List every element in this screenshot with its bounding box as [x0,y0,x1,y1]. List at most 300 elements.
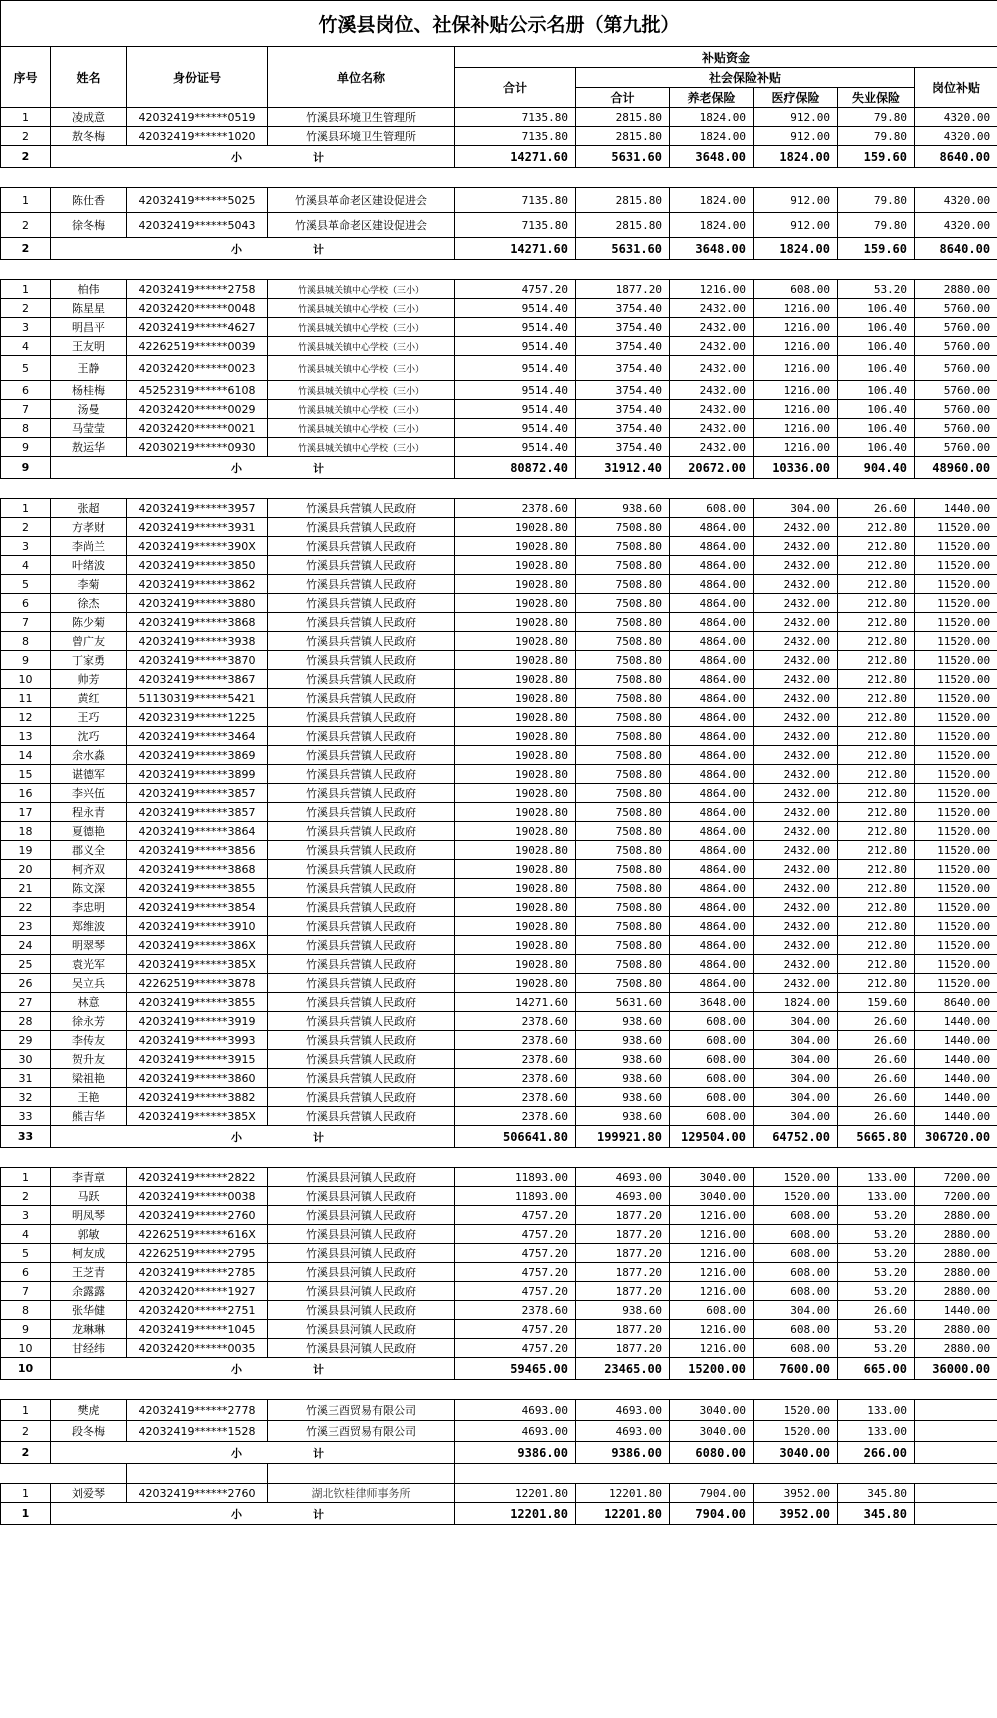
row-name: 敖运华 [51,438,127,457]
subtotal-post-subsidy: 8640.00 [915,146,997,168]
row-post-subsidy: 4320.00 [915,213,997,238]
row-medical: 1216.00 [754,356,838,381]
row-name: 王友明 [51,337,127,356]
row-post-subsidy: 5760.00 [915,438,997,457]
row-name: 吴立兵 [51,974,127,993]
subtotal-row [1,1358,997,1380]
row-unemployment: 133.00 [838,1421,915,1442]
group-spacer-row [1,1464,997,1484]
row-unit-name: 竹溪县兵营镇人民政府 [268,746,455,765]
row-post-subsidy: 11520.00 [915,708,997,727]
row-total: 2378.60 [455,1012,576,1031]
row-social-total: 4693.00 [576,1168,670,1187]
row-unit-name: 竹溪县兵营镇人民政府 [268,1107,455,1126]
subtotal-pension: 6080.00 [670,1442,754,1464]
subtotal-pension: 20672.00 [670,457,754,479]
row-social-total: 7508.80 [576,613,670,632]
row-social-total: 1877.20 [576,1263,670,1282]
row-post-subsidy: 8640.00 [915,993,997,1012]
row-pension: 1216.00 [670,1339,754,1358]
group-spacer-row [1,168,997,188]
row-total: 7135.80 [455,127,576,146]
row-total: 19028.80 [455,632,576,651]
row-seq: 2 [1,299,51,318]
row-total: 7135.80 [455,188,576,213]
row-total: 2378.60 [455,1088,576,1107]
row-pension: 2432.00 [670,337,754,356]
row-name: 袁光军 [51,955,127,974]
row-post-subsidy: 2880.00 [915,1320,997,1339]
row-id-number: 42032419******2822 [127,1168,268,1187]
row-unemployment: 212.80 [838,689,915,708]
subtotal-row [1,1503,997,1525]
row-social-total: 5631.60 [576,993,670,1012]
row-unemployment: 212.80 [838,632,915,651]
row-total: 19028.80 [455,518,576,537]
row-unemployment: 212.80 [838,974,915,993]
row-total: 19028.80 [455,727,576,746]
spacer-cell [576,260,670,280]
row-unit-name: 竹溪三酉贸易有限公司 [268,1421,455,1442]
row-social-total: 7508.80 [576,708,670,727]
spacer-cell [576,168,670,188]
table-row [1,419,997,438]
row-id-number: 42032419******3855 [127,879,268,898]
subtotal-social-total: 23465.00 [576,1358,670,1380]
row-total: 19028.80 [455,822,576,841]
spacer-cell [51,1464,127,1484]
row-total: 9514.40 [455,299,576,318]
spacer-cell [915,479,997,499]
row-name: 樊虎 [51,1400,127,1421]
row-medical: 1520.00 [754,1168,838,1187]
row-unit-name: 竹溪县县河镇人民政府 [268,1320,455,1339]
row-pension: 608.00 [670,1088,754,1107]
row-name: 程永青 [51,803,127,822]
subtotal-unemployment: 5665.80 [838,1126,915,1148]
row-name: 方孝财 [51,518,127,537]
row-pension: 1216.00 [670,280,754,299]
row-total: 19028.80 [455,860,576,879]
row-seq: 1 [1,1168,51,1187]
row-post-subsidy: 1440.00 [915,499,997,518]
row-post-subsidy: 11520.00 [915,917,997,936]
row-pension: 1216.00 [670,1206,754,1225]
row-seq: 7 [1,400,51,419]
subtotal-count: 10 [1,1358,51,1380]
row-id-number: 42030219******0930 [127,438,268,457]
row-unit-name: 竹溪县兵营镇人民政府 [268,575,455,594]
row-seq: 14 [1,746,51,765]
table-row [1,1282,997,1301]
table-row [1,860,997,879]
row-unemployment: 212.80 [838,822,915,841]
subtotal-total: 12201.80 [455,1503,576,1525]
row-unemployment: 53.20 [838,1263,915,1282]
header-unemployment: 失业保险 [838,88,915,108]
row-medical: 2432.00 [754,594,838,613]
header-id: 身份证号 [127,47,268,108]
row-social-total: 7508.80 [576,841,670,860]
row-seq: 9 [1,438,51,457]
row-seq: 4 [1,1225,51,1244]
row-name: 郡义全 [51,841,127,860]
row-social-total: 2815.80 [576,188,670,213]
row-name: 马莹莹 [51,419,127,438]
row-name: 李菊 [51,575,127,594]
row-post-subsidy: 2880.00 [915,1225,997,1244]
subtotal-total: 14271.60 [455,146,576,168]
row-unemployment: 212.80 [838,765,915,784]
subtotal-post-subsidy: 36000.00 [915,1358,997,1380]
row-social-total: 7508.80 [576,689,670,708]
subtotal-post-subsidy: 8640.00 [915,238,997,260]
row-total: 11893.00 [455,1168,576,1187]
row-id-number: 42032419******3910 [127,917,268,936]
subtotal-unemployment: 665.00 [838,1358,915,1380]
row-seq: 1 [1,1400,51,1421]
row-unemployment: 212.80 [838,917,915,936]
row-social-total: 7508.80 [576,765,670,784]
row-total: 9514.40 [455,438,576,457]
row-total: 4757.20 [455,1225,576,1244]
row-social-total: 7508.80 [576,556,670,575]
table-row [1,213,997,238]
row-social-total: 7508.80 [576,537,670,556]
row-unemployment: 53.20 [838,1339,915,1358]
spacer-cell [915,168,997,188]
row-post-subsidy: 11520.00 [915,727,997,746]
row-total: 19028.80 [455,841,576,860]
row-unit-name: 竹溪三酉贸易有限公司 [268,1400,455,1421]
row-unit-name: 竹溪县兵营镇人民政府 [268,993,455,1012]
subtotal-label [51,238,455,260]
spacer-cell [268,168,455,188]
row-id-number: 42032419******2760 [127,1484,268,1503]
table-row [1,670,997,689]
row-name: 明昌平 [51,318,127,337]
row-medical: 2432.00 [754,765,838,784]
row-name: 王静 [51,356,127,381]
header-total: 合计 [455,68,576,108]
table-row [1,822,997,841]
row-social-total: 7508.80 [576,974,670,993]
row-medical: 608.00 [754,280,838,299]
spacer-cell [754,1148,838,1168]
row-pension: 4864.00 [670,632,754,651]
subtotal-label-xiao: 小 [231,1363,242,1376]
subtotal-total: 9386.00 [455,1442,576,1464]
row-id-number: 42032420******0035 [127,1339,268,1358]
row-unit-name: 竹溪县兵营镇人民政府 [268,1069,455,1088]
row-seq: 10 [1,1339,51,1358]
spacer-cell [455,1148,576,1168]
row-name: 敖冬梅 [51,127,127,146]
row-post-subsidy: 1440.00 [915,1107,997,1126]
row-medical: 608.00 [754,1225,838,1244]
spacer-cell [670,1464,754,1484]
subtotal-post-subsidy [915,1442,997,1464]
row-unit-name: 竹溪县兵营镇人民政府 [268,822,455,841]
row-post-subsidy: 11520.00 [915,689,997,708]
row-social-total: 3754.40 [576,381,670,400]
row-seq: 5 [1,356,51,381]
row-medical: 912.00 [754,213,838,238]
row-total: 4757.20 [455,1320,576,1339]
spacer-cell [127,479,268,499]
row-name: 徐永芳 [51,1012,127,1031]
table-row [1,1400,997,1421]
row-pension: 4864.00 [670,613,754,632]
row-social-total: 7508.80 [576,727,670,746]
row-pension: 7904.00 [670,1484,754,1503]
group-spacer-row [1,1148,997,1168]
row-unit-name: 竹溪县兵营镇人民政府 [268,537,455,556]
row-unit-name: 竹溪县城关镇中心学校（三小） [268,356,455,381]
subtotal-label-xiao: 小 [231,1131,242,1144]
row-unit-name: 竹溪县兵营镇人民政府 [268,727,455,746]
row-name: 李兴伍 [51,784,127,803]
row-id-number: 42032419******3857 [127,803,268,822]
row-seq: 15 [1,765,51,784]
header-post: 岗位补贴 [915,68,997,108]
table-row [1,400,997,419]
row-id-number: 45252319******6108 [127,381,268,400]
row-total: 2378.60 [455,1031,576,1050]
table-row [1,1225,997,1244]
row-pension: 608.00 [670,1031,754,1050]
row-pension: 608.00 [670,499,754,518]
row-id-number: 42032419******2785 [127,1263,268,1282]
row-seq: 1 [1,499,51,518]
row-unemployment: 26.60 [838,499,915,518]
table-row [1,955,997,974]
header-unit: 单位名称 [268,47,455,108]
subtotal-label [51,1442,455,1464]
subtotal-label-ji: 计 [313,243,324,256]
row-unit-name: 竹溪县兵营镇人民政府 [268,841,455,860]
row-medical: 2432.00 [754,917,838,936]
row-unit-name: 竹溪县兵营镇人民政府 [268,1012,455,1031]
row-medical: 2432.00 [754,556,838,575]
row-pension: 4864.00 [670,689,754,708]
spacer-cell [576,1464,670,1484]
row-post-subsidy: 2880.00 [915,1244,997,1263]
table-row [1,1339,997,1358]
row-unit-name: 竹溪县县河镇人民政府 [268,1263,455,1282]
row-unemployment: 26.60 [838,1031,915,1050]
row-seq: 23 [1,917,51,936]
subtotal-pension: 3648.00 [670,238,754,260]
row-id-number: 42032419******3993 [127,1031,268,1050]
row-total: 4757.20 [455,1282,576,1301]
subtotal-social-total: 5631.60 [576,146,670,168]
row-unit-name: 竹溪县环境卫生管理所 [268,108,455,127]
subtotal-pension: 7904.00 [670,1503,754,1525]
subtotal-pension: 15200.00 [670,1358,754,1380]
row-social-total: 1877.20 [576,1206,670,1225]
row-id-number: 42262519******2795 [127,1244,268,1263]
subtotal-row [1,1442,997,1464]
row-seq: 3 [1,318,51,337]
spacer-cell [51,168,127,188]
row-post-subsidy: 4320.00 [915,108,997,127]
subtotal-label-xiao: 小 [231,151,242,164]
row-total: 19028.80 [455,803,576,822]
spacer-cell [670,1148,754,1168]
row-medical: 608.00 [754,1244,838,1263]
row-post-subsidy: 11520.00 [915,784,997,803]
row-medical: 1520.00 [754,1421,838,1442]
spacer-cell [455,479,576,499]
row-id-number: 42032419******3882 [127,1088,268,1107]
spacer-cell [127,260,268,280]
subtotal-total: 506641.80 [455,1126,576,1148]
row-post-subsidy [915,1484,997,1503]
row-medical: 304.00 [754,1069,838,1088]
row-pension: 4864.00 [670,955,754,974]
roster-body [1,108,997,1525]
row-medical: 2432.00 [754,727,838,746]
row-id-number: 42262519******616X [127,1225,268,1244]
row-seq: 1 [1,280,51,299]
row-total: 2378.60 [455,1050,576,1069]
row-id-number: 42032419******3899 [127,765,268,784]
row-social-total: 1877.20 [576,1282,670,1301]
row-total: 19028.80 [455,651,576,670]
subtotal-count: 2 [1,146,51,168]
row-unit-name: 竹溪县兵营镇人民政府 [268,955,455,974]
row-unit-name: 竹溪县城关镇中心学校（三小） [268,381,455,400]
row-post-subsidy: 2880.00 [915,1282,997,1301]
row-post-subsidy: 5760.00 [915,400,997,419]
row-seq: 2 [1,1421,51,1442]
subtotal-unemployment: 266.00 [838,1442,915,1464]
row-medical: 912.00 [754,108,838,127]
row-unit-name: 竹溪县县河镇人民政府 [268,1168,455,1187]
row-total: 19028.80 [455,955,576,974]
row-post-subsidy: 7200.00 [915,1187,997,1206]
row-unit-name: 竹溪县兵营镇人民政府 [268,556,455,575]
row-id-number: 42032420******1927 [127,1282,268,1301]
row-pension: 4864.00 [670,803,754,822]
table-row [1,803,997,822]
row-medical: 2432.00 [754,670,838,689]
table-row [1,1320,997,1339]
subtotal-label [51,1358,455,1380]
row-post-subsidy: 11520.00 [915,803,997,822]
row-seq: 7 [1,613,51,632]
row-id-number: 42032419******3938 [127,632,268,651]
row-post-subsidy: 1440.00 [915,1050,997,1069]
row-post-subsidy: 11520.00 [915,746,997,765]
row-unit-name: 竹溪县兵营镇人民政府 [268,765,455,784]
row-unemployment: 79.80 [838,108,915,127]
row-unit-name: 竹溪县兵营镇人民政府 [268,632,455,651]
row-name: 王巧 [51,708,127,727]
row-pension: 4864.00 [670,556,754,575]
subtotal-medical: 10336.00 [754,457,838,479]
row-name: 汤曼 [51,400,127,419]
row-post-subsidy: 11520.00 [915,651,997,670]
row-name: 段冬梅 [51,1421,127,1442]
row-medical: 912.00 [754,127,838,146]
row-unit-name: 竹溪县县河镇人民政府 [268,1339,455,1358]
row-medical: 2432.00 [754,575,838,594]
spacer-cell [838,1380,915,1400]
header-social-total: 合计 [576,88,670,108]
row-seq: 11 [1,689,51,708]
table-row [1,613,997,632]
row-id-number: 42032419******3915 [127,1050,268,1069]
row-medical: 304.00 [754,1301,838,1320]
row-seq: 3 [1,1206,51,1225]
subtotal-label [51,1503,455,1525]
row-name: 李青章 [51,1168,127,1187]
row-pension: 608.00 [670,1301,754,1320]
row-name: 王芝青 [51,1263,127,1282]
row-medical: 1216.00 [754,400,838,419]
row-post-subsidy: 11520.00 [915,537,997,556]
table-row [1,299,997,318]
row-unemployment: 133.00 [838,1168,915,1187]
row-social-total: 938.60 [576,1069,670,1088]
row-total: 19028.80 [455,556,576,575]
row-unemployment: 212.80 [838,898,915,917]
row-social-total: 7508.80 [576,936,670,955]
subtotal-social-total: 199921.80 [576,1126,670,1148]
row-unit-name: 竹溪县兵营镇人民政府 [268,860,455,879]
row-name: 徐杰 [51,594,127,613]
row-seq: 9 [1,1320,51,1339]
table-row [1,594,997,613]
row-total: 19028.80 [455,575,576,594]
row-name: 林意 [51,993,127,1012]
row-name: 陈星星 [51,299,127,318]
table-row [1,1244,997,1263]
subtotal-unemployment: 159.60 [838,146,915,168]
spacer-cell [268,1148,455,1168]
row-unit-name: 竹溪县城关镇中心学校（三小） [268,299,455,318]
row-social-total: 938.60 [576,499,670,518]
row-pension: 4864.00 [670,822,754,841]
row-post-subsidy: 11520.00 [915,822,997,841]
row-post-subsidy: 11520.00 [915,936,997,955]
row-post-subsidy: 1440.00 [915,1031,997,1050]
row-name: 凌成意 [51,108,127,127]
subtotal-label [51,457,455,479]
row-medical: 304.00 [754,1012,838,1031]
row-unemployment: 212.80 [838,841,915,860]
row-name: 马跃 [51,1187,127,1206]
row-seq: 1 [1,188,51,213]
row-seq: 26 [1,974,51,993]
row-seq: 20 [1,860,51,879]
row-total: 9514.40 [455,356,576,381]
subtotal-medical: 3040.00 [754,1442,838,1464]
row-total: 19028.80 [455,765,576,784]
header-social: 社会保险补贴 [576,68,915,88]
table-row [1,689,997,708]
row-unemployment: 212.80 [838,537,915,556]
row-medical: 1520.00 [754,1400,838,1421]
row-unemployment: 212.80 [838,518,915,537]
row-name: 明翠琴 [51,936,127,955]
row-total: 4693.00 [455,1400,576,1421]
row-id-number: 42032419******5043 [127,213,268,238]
row-name: 张超 [51,499,127,518]
row-name: 明凤琴 [51,1206,127,1225]
